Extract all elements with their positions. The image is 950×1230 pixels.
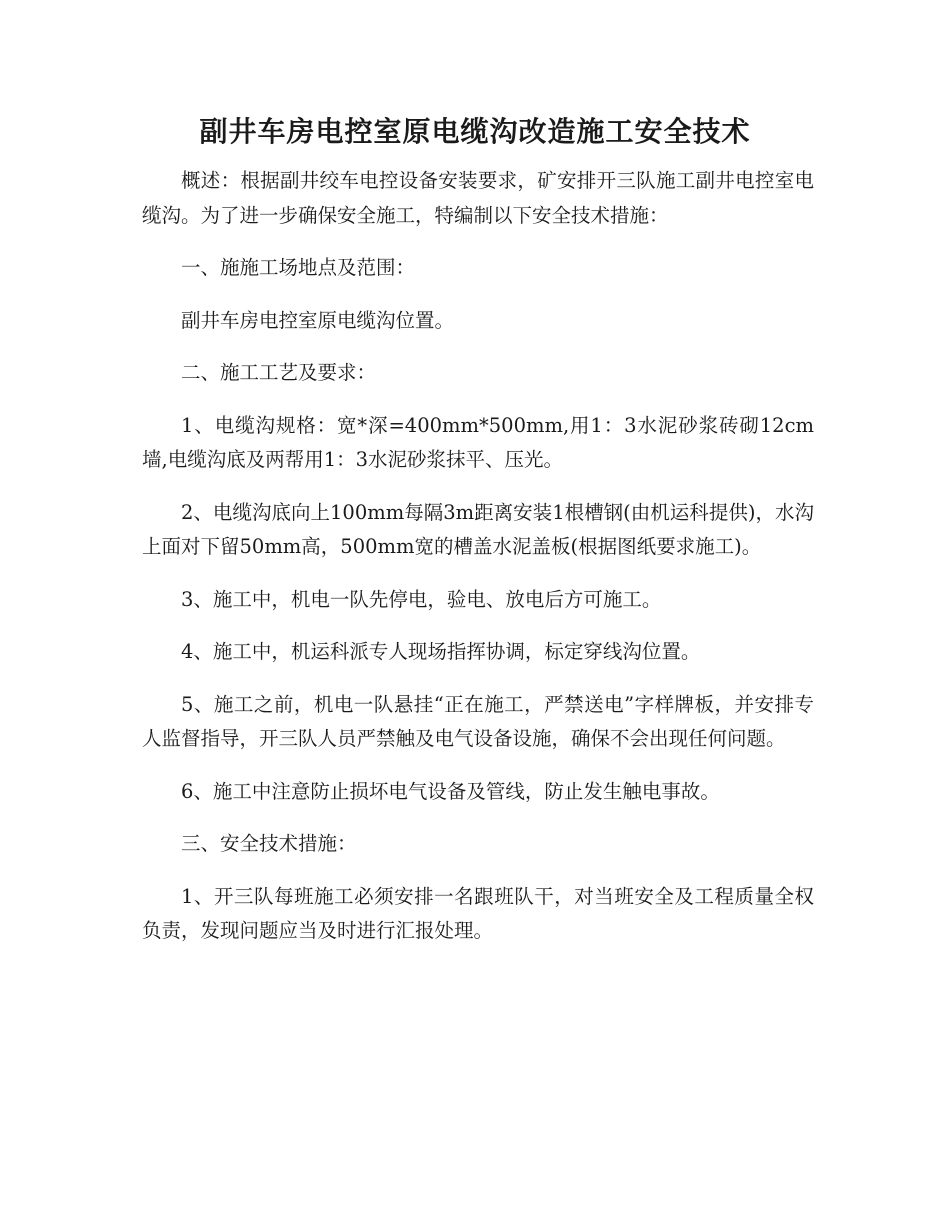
paragraph-process-item-5: 5、施工之前，机电一队悬挂“正在施工，严禁送电”字样牌板，并安排专人监督指导，开三队人员严禁触及电气设备设施，确保不会出现任何问题。 xyxy=(142,692,814,750)
paragraph-process-item-6: 6、施工中注意防止损坏电气设备及管线，防止发生触电事故。 xyxy=(181,779,720,803)
document-body xyxy=(142,164,814,967)
document-title: 副井车房电控室原电缆沟改造施工安全技术 xyxy=(199,115,751,148)
section-heading-process: 二、施工工艺及要求： xyxy=(181,361,377,384)
paragraph-process-item-2: 2、电缆沟底向上100mm每隔3m距离安装1根槽钢(由机运科提供)，水沟上面对下留50mm高，500mm宽的槽盖水泥盖板(根据图纸要求施工)。 xyxy=(142,500,814,558)
section-heading-site: 一、施施工场地点及范围： xyxy=(181,256,416,279)
paragraph-process-item-4: 4、施工中，机运科派专人现场指挥协调，标定穿线沟位置。 xyxy=(181,640,701,663)
paragraph-process-item-3: 3、施工中，机电一队先停电，验电、放电后方可施工。 xyxy=(181,587,662,611)
paragraph-site-location: 副井车房电控室原电缆沟位置。 xyxy=(181,308,455,332)
section-heading-safety: 三、安全技术措施： xyxy=(181,832,357,855)
paragraph-process-item-1: 1、电缆沟规格：宽*深=400mm*500mm,用1：3水泥砂浆砖砌12cm墙,电缆沟底及两帮用1：3水泥砂浆抹平、压光。 xyxy=(142,413,814,471)
paragraph-safety-item-1: 1、开三队每班施工必须安排一名跟班队干，对当班安全及工程质量全权负责，发现问题应当及时进行汇报处理。 xyxy=(142,884,814,942)
paragraph-overview: 概述：根据副井绞车电控设备安装要求，矿安排开三队施工副井电控室电缆沟。为了进一步确保安全施工，特编制以下安全技术措施： xyxy=(142,169,814,227)
